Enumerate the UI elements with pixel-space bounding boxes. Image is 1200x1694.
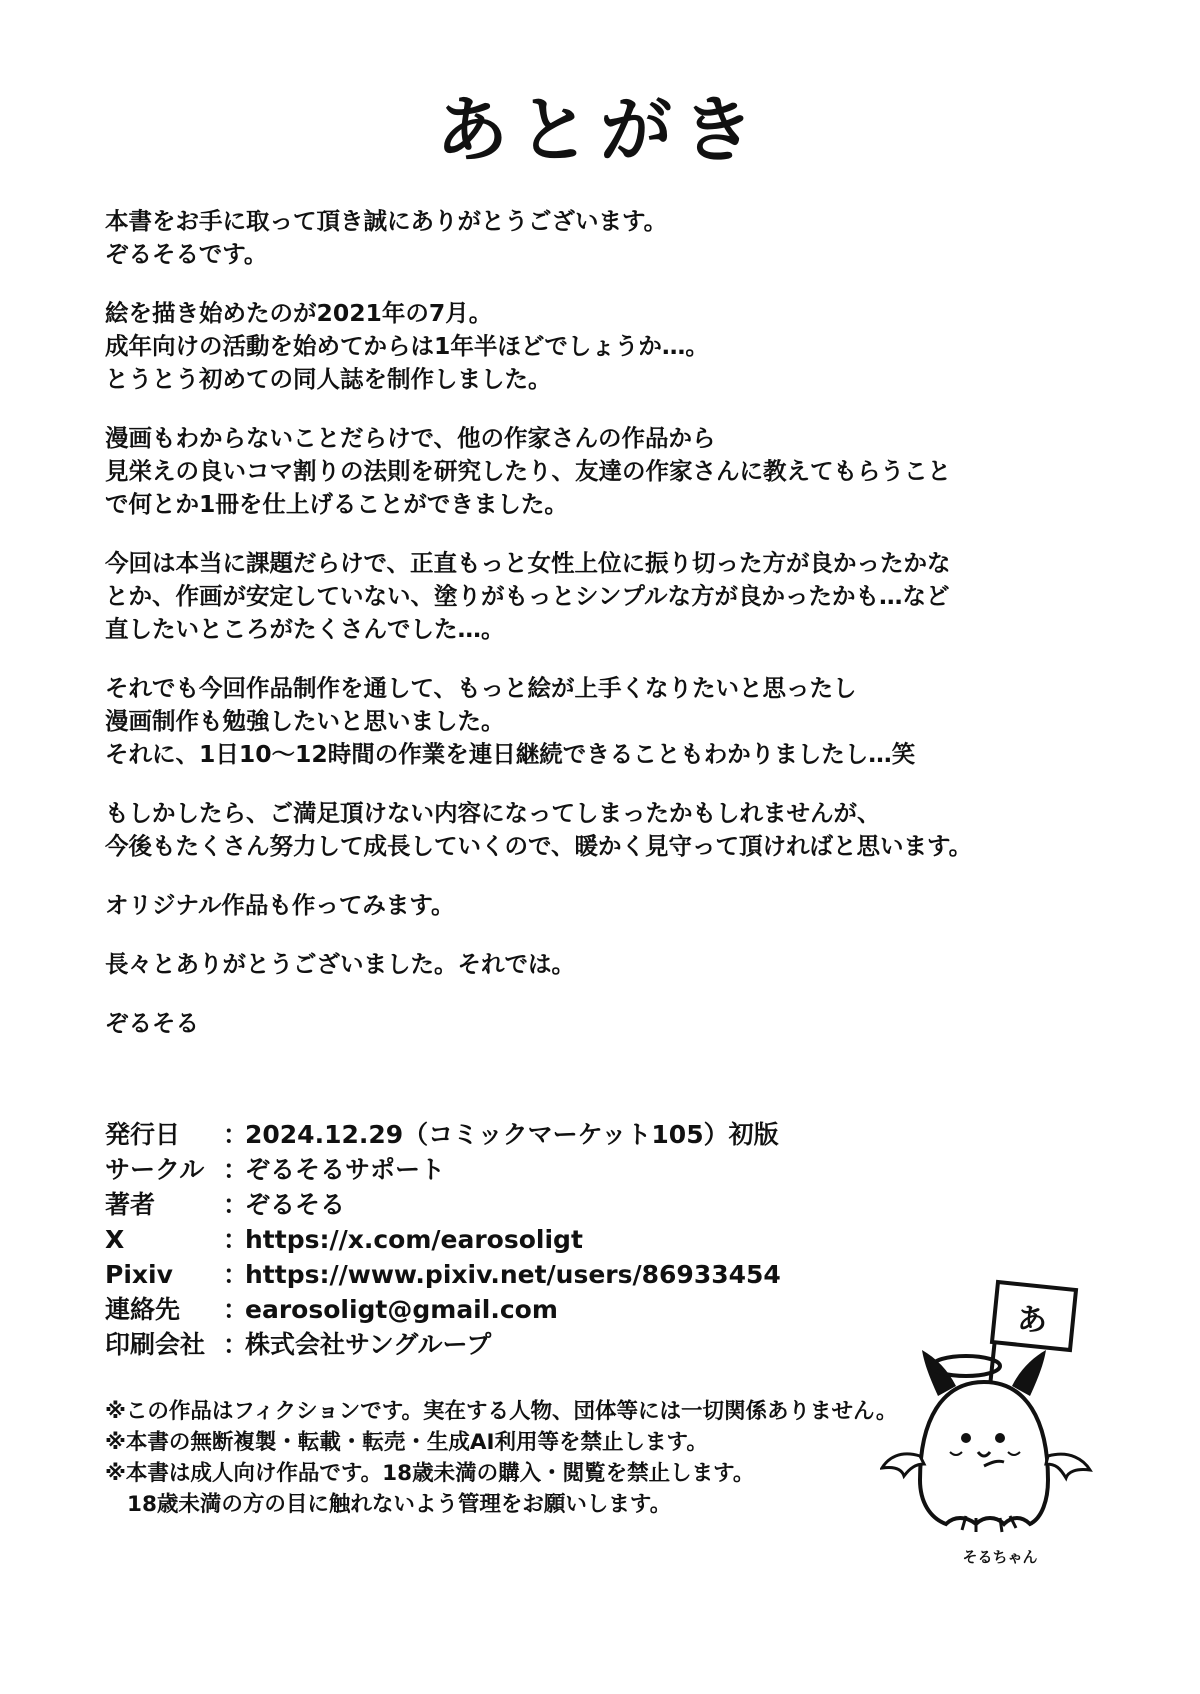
email-link[interactable]: earosoligt@gmail.com: [245, 1295, 558, 1324]
colophon-separator: ：: [223, 1190, 249, 1219]
paragraph-line: もしかしたら、ご満足頂けない内容になってしまったかもしれませんが、: [105, 799, 881, 827]
paragraph-line: 絵を描き始めたのが2021年の7月。: [105, 299, 493, 327]
paragraph-line: 見栄えの良いコマ割りの法則を研究したり、友達の作家さんに教えてもらうこと: [105, 457, 951, 485]
afterword-body: [105, 205, 1095, 1066]
paragraph-1: [105, 205, 1095, 271]
x-link[interactable]: https://x.com/earosoligt: [245, 1225, 583, 1254]
paragraph-line: 成年向けの活動を始めてからは1年半ほどでしょうか…。: [105, 332, 709, 360]
colophon-label: 印刷会社: [105, 1330, 206, 1359]
paragraph-line: 今後もたくさん努力して成長していくので、暖かく見守って頂ければと思います。: [105, 832, 973, 860]
paragraph-9: [105, 1007, 1095, 1040]
paragraph-line: とうとう初めての同人誌を制作しました。: [105, 365, 552, 393]
paragraph-4: [105, 547, 1095, 646]
colophon-separator: ：: [223, 1330, 249, 1359]
paragraph-7: [105, 889, 1095, 922]
paragraph-3: [105, 422, 1095, 521]
colophon-value: ぞるそるサポート: [245, 1155, 446, 1184]
colophon-row-x: [105, 1222, 781, 1257]
mascot-illustration: [880, 1270, 1110, 1570]
note-line: ※本書の無断複製・転載・転売・生成AI利用等を禁止します。: [105, 1430, 708, 1455]
colophon-row: [105, 1117, 781, 1152]
paragraph-line: それに、1日10〜12時間の作業を連日継続できることもわかりましたし…笑: [105, 740, 916, 768]
colophon-row-pixiv: [105, 1257, 781, 1292]
note-line: 18歳未満の方の目に触れないよう管理をお願いします。: [127, 1492, 672, 1517]
colophon-separator: ：: [223, 1225, 249, 1254]
colophon-label: Pixiv: [105, 1260, 173, 1289]
paragraph-line: それでも今回作品制作を通して、もっと絵が上手くなりたいと思ったし: [105, 674, 857, 702]
paragraph-line: とか、作画が安定していない、塗りがもっとシンプルな方が良かったかも…など: [105, 582, 950, 610]
colophon-row: [105, 1327, 781, 1362]
colophon-row: [105, 1152, 781, 1187]
page-title: あとがき: [435, 88, 764, 172]
paragraph-line: 長々とありがとうございました。それでは。: [105, 950, 575, 978]
paragraph-line: ぞるそるです。: [105, 240, 268, 268]
colophon-label: サークル: [105, 1155, 205, 1184]
colophon-label: 発行日: [105, 1120, 181, 1149]
colophon-value: 株式会社サングループ: [245, 1330, 492, 1359]
paragraph-line: 本書をお手に取って頂き誠にありがとうございます。: [105, 207, 668, 235]
colophon-label: X: [105, 1225, 125, 1254]
colophon-label: 連絡先: [105, 1295, 181, 1324]
paragraph-8: [105, 948, 1095, 981]
paragraph-2: [105, 297, 1095, 396]
paragraph-line: 漫画制作も勉強したいと思いました。: [105, 707, 505, 735]
pixiv-link[interactable]: https://www.pixiv.net/users/86933454: [245, 1260, 781, 1289]
svg-text:あ: あ: [1017, 1303, 1047, 1338]
paragraph-5: [105, 672, 1095, 771]
colophon-separator: ：: [223, 1120, 249, 1149]
mascot-caption: そるちゃん: [962, 1548, 1038, 1566]
paragraph-line: オリジナル作品も作ってみます。: [105, 891, 455, 919]
colophon-row-contact: [105, 1292, 781, 1327]
paragraph-6: [105, 797, 1095, 863]
colophon-row: [105, 1187, 781, 1222]
colophon-separator: ：: [223, 1295, 249, 1324]
paragraph-line: 今回は本当に課題だらけで、正直もっと女性上位に振り切った方が良かったかな: [105, 549, 951, 577]
paragraph-line: 漫画もわからないことだらけで、他の作家さんの作品から: [105, 424, 716, 452]
colophon: [105, 1117, 781, 1362]
paragraph-line: で何とか1冊を仕上げることができました。: [105, 490, 568, 518]
colophon-separator: ：: [223, 1260, 249, 1289]
colophon-value: 2024.12.29（コミックマーケット105）初版: [245, 1120, 779, 1149]
paragraph-line: ぞるそる: [105, 1009, 199, 1037]
colophon-label: 著者: [105, 1190, 156, 1219]
legal-notes: [105, 1396, 897, 1520]
paragraph-line: 直したいところがたくさんでした…。: [105, 615, 505, 643]
note-line: ※本書は成人向け作品です。18歳未満の購入・閲覧を禁止します。: [105, 1461, 755, 1486]
colophon-value: ぞるそる: [245, 1190, 346, 1219]
colophon-separator: ：: [223, 1155, 249, 1184]
note-line: ※この作品はフィクションです。実在する人物、団体等には一切関係ありません。: [105, 1399, 898, 1424]
